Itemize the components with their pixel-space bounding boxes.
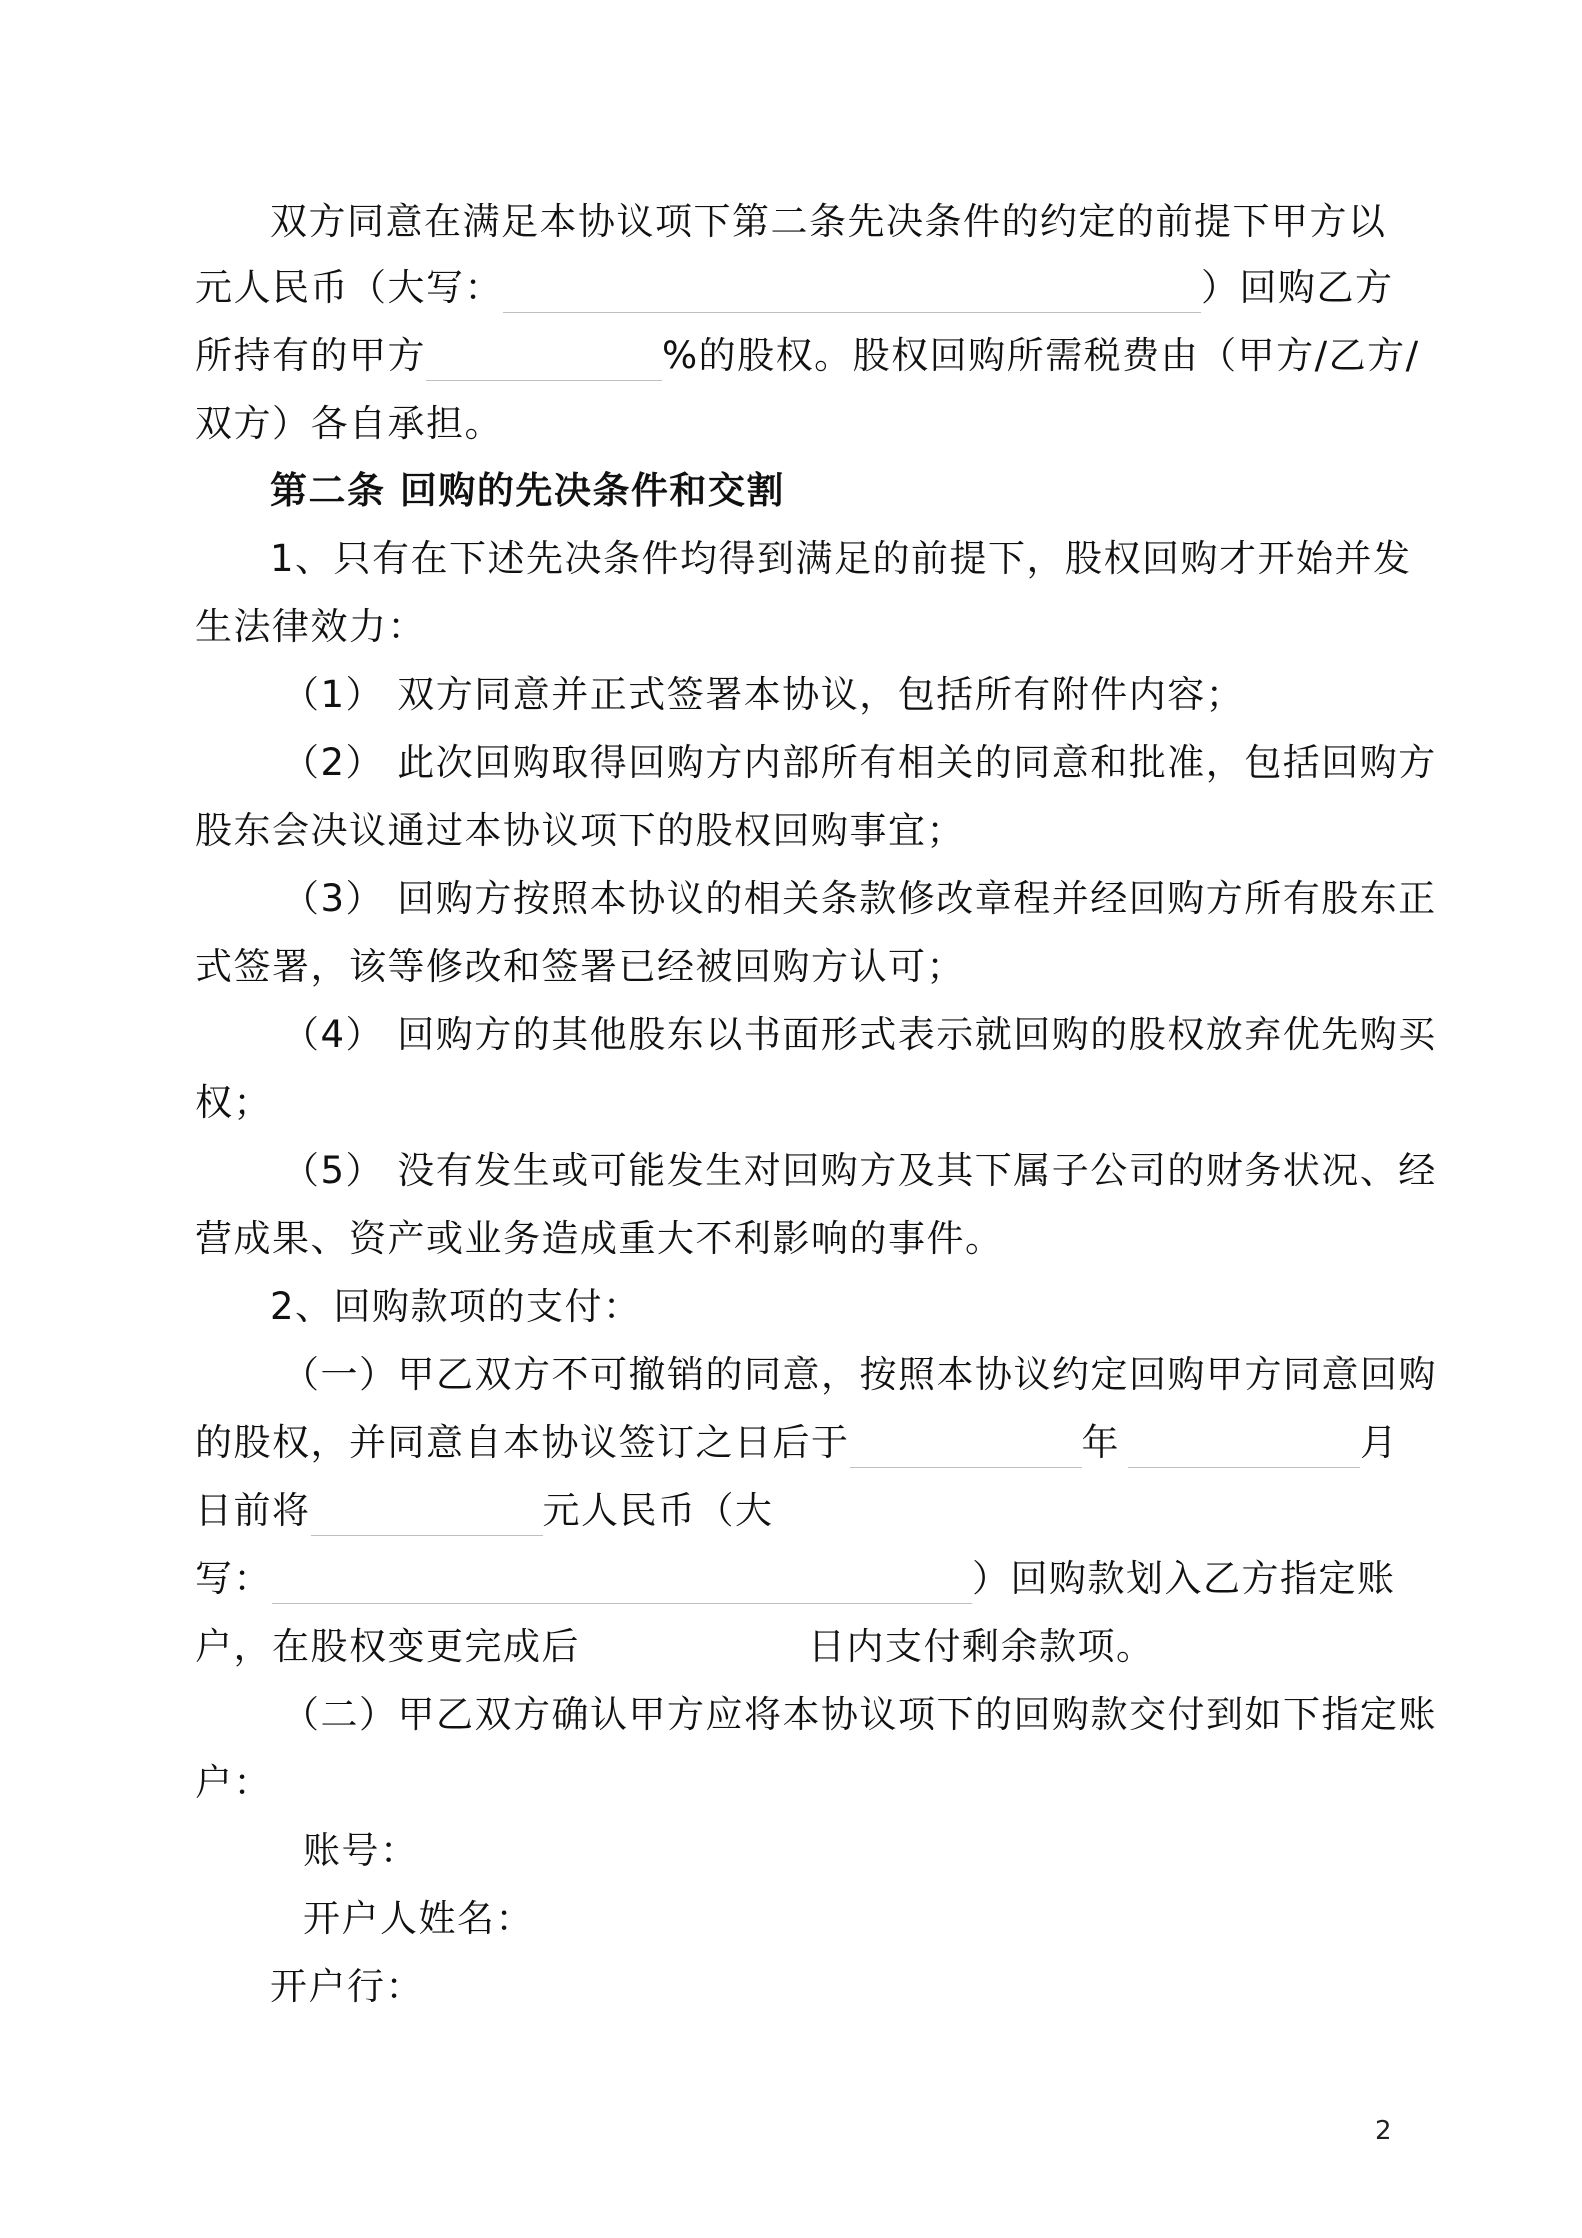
sub-clause-line: 写： ）回购款划入乙方指定账 xyxy=(195,1554,1396,1604)
list-item: （1） 双方同意并正式签署本协议，包括所有附件内容； xyxy=(282,673,1245,716)
list-item: （3） 回购方按照本协议的相关条款修改章程并经回购方所有股东正 xyxy=(282,877,1437,920)
amount-words-blank xyxy=(503,268,1201,313)
clause-text-line: 双方）各自承担。 xyxy=(195,402,503,445)
list-item-continuation: 股东会决议通过本协议项下的股权回购事宜； xyxy=(195,809,965,852)
sub-clause-line: 的股权，并同意自本协议签订之日后于 年 月 xyxy=(195,1418,1399,1468)
clause-text-line: 2、回购款项的支付： xyxy=(270,1285,642,1328)
bank-name-label: 开户行： xyxy=(270,1965,424,2008)
list-item: （5） 没有发生或可能发生对回购方及其下属子公司的财务状况、经 xyxy=(282,1149,1437,1192)
clause-text-line: 1、只有在下述先决条件均得到满足的前提下，股权回购才开始并发 xyxy=(270,537,1412,580)
sub-clause-line: （一）甲乙双方不可撤销的同意，按照本协议约定回购甲方同意回购 xyxy=(282,1353,1437,1396)
equity-percent-blank xyxy=(426,336,662,381)
list-item-continuation: 权； xyxy=(195,1081,272,1124)
list-item-continuation: 营成果、资产或业务造成重大不利影响的事件。 xyxy=(195,1217,1004,1260)
account-holder-label: 开户人姓名： xyxy=(303,1897,534,1940)
payment-words-blank xyxy=(272,1559,972,1604)
article-heading: 第二条 回购的先决条件和交割 xyxy=(270,469,785,512)
year-blank xyxy=(850,1423,1082,1468)
list-item: （2） 此次回购取得回购方内部所有相关的同意和批准，包括回购方 xyxy=(282,741,1437,784)
sub-clause-line: 日前将 元人民币（大 xyxy=(195,1486,774,1536)
page-number: 2 xyxy=(1375,2116,1392,2146)
payment-amount-blank xyxy=(311,1491,543,1536)
list-item: （4） 回购方的其他股东以书面形式表示就回购的股权放弃优先购买 xyxy=(282,1013,1437,1056)
month-blank xyxy=(1128,1423,1360,1468)
sub-clause-line: （二）甲乙双方确认甲方应将本协议项下的回购款交付到如下指定账 xyxy=(282,1693,1437,1736)
clause-text-line: 元人民币（大写： ）回购乙方 xyxy=(195,263,1394,313)
clause-text-line: 生法律效力： xyxy=(195,605,426,648)
clause-text-line: 双方同意在满足本协议项下第二条先决条件的约定的前提下甲方以 xyxy=(270,200,1387,243)
clause-text-line: 所持有的甲方 %的股权。股权回购所需税费由（甲方/乙方/ xyxy=(195,331,1420,381)
sub-clause-line: 户，在股权变更完成后 日内支付剩余款项。 xyxy=(195,1625,1155,1668)
sub-clause-line: 户： xyxy=(195,1761,272,1804)
account-number-label: 账号： xyxy=(303,1829,419,1872)
list-item-continuation: 式签署，该等修改和签署已经被回购方认可； xyxy=(195,945,965,988)
